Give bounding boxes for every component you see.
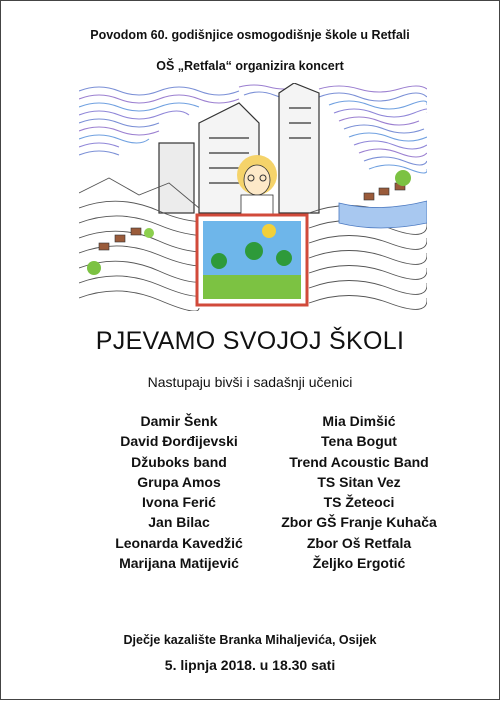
performer: Leonarda Kavedžić [115, 534, 243, 551]
performers-right-column [279, 411, 439, 573]
child-drawing-illustration [79, 83, 427, 311]
venue-line: Dječje kazalište Branka Mihaljevića, Osijek [123, 633, 377, 647]
occasion-line: Povodom 60. godišnjice osmogodišnje škole u Retfali [90, 28, 410, 42]
performer: Marijana Matijević [119, 555, 239, 572]
date-line: 5. lipnja 2018. u 18.30 sati [164, 657, 336, 673]
performer: Mia Dimšić [322, 413, 396, 429]
concert-title: PJEVAMO SVOJOJ ŠKOLI [95, 327, 405, 355]
performer: Tena Bogut [321, 433, 397, 450]
performer: Trend Acoustic Band [289, 453, 429, 470]
drawing-svg [79, 83, 427, 311]
organizer-line: OŠ „Retfala“ organizira koncert [156, 59, 344, 73]
performers-left-column [89, 411, 269, 573]
performer: Jan Bilac [148, 514, 210, 531]
performer: TS Sitan Vez [317, 473, 401, 490]
performer: TS Žeteoci [323, 494, 395, 511]
performer: Džuboks band [131, 453, 227, 470]
performer: Damir Šenk [140, 413, 218, 429]
performers-list [89, 411, 439, 573]
performer: Željko Ergotić [312, 555, 406, 572]
performer: David Đorđijevski [120, 433, 238, 450]
performer: Zbor Oš Retfala [306, 534, 412, 551]
performer: Grupa Amos [137, 473, 221, 490]
concert-subtitle: Nastupaju bivši i sadašnji učenici [147, 374, 353, 390]
performer: Ivona Ferić [142, 494, 216, 511]
performer: Zbor GŠ Franje Kuhača [281, 514, 437, 531]
